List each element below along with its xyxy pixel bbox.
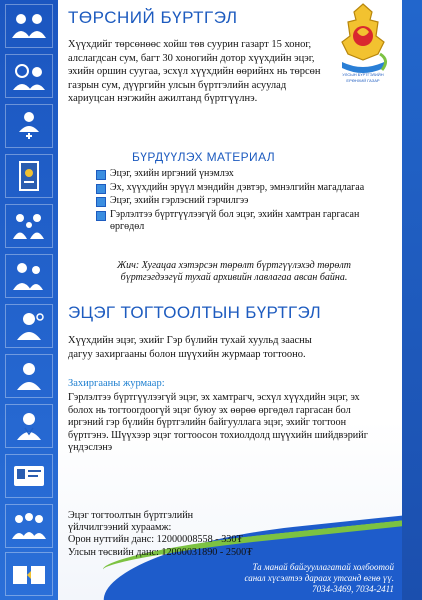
fee-heading-line1: Эцэг тогтоолтын бүртгэлийн	[68, 510, 194, 521]
list-item: Эцэг, эхийн иргэний үнэмлэх	[96, 168, 386, 181]
birth-registration-text: Хүүхдийг төрсөнөөс хойш төв суурин газарт 15 хоног, алслагдсан сум, багт 30 хоногийн дотор хүүхдийн эцэг, эхийн оршин суугаа, эсхүл хүүхдийн өөрийнх нь төрсөн газрын сум, дүүргийн улсын бүртгэлийн асуулад хариуцсан нэгжийн ажилтанд бүртгүүлнэ.	[68, 39, 321, 105]
administrative-procedure-text: Гэрлэлтээ бүртгүүлээгүй эцэг, эх хамтрагч, эсхүл хүүхдийн эцэг, эх болох нь тогтоогдоогүй эцэг буюу эх өөрөө өргөдөл гаргасан бол иргэний гэр бүлийн бүртгэлийн байгууллага эцэг, эхийг тогтоон бүртгэнэ. Шүүхээр эцэг тогтоосон тохиолдолд шүүхийн шийдвэрийг үндэслэнэ	[68, 392, 368, 454]
passport-document-icon	[5, 154, 53, 198]
register-person-icon	[5, 304, 53, 348]
person-icon	[5, 404, 53, 448]
note-text: Жич: Хугацаа хэтэрсэн төрөлт бүртгүүлэхэд төрөлт бүртгэгдээгүй тухай архивийн лавлагаа авсан байна.	[117, 260, 351, 284]
poster-panel	[58, 0, 402, 600]
registry-emblem-icon	[326, 2, 400, 86]
fee-heading-line2: үйлчилгээний хураамж:	[68, 522, 172, 534]
checkbox-bullet-icon	[96, 184, 106, 194]
family-icon	[5, 254, 53, 298]
list-item: Гэрлэлтээ бүртгүүлээгүй бол эцэг, эхийн хамтран гаргасан өргөдөл	[96, 209, 386, 234]
administrative-procedure-heading: Захиргааны журмаар:	[68, 378, 165, 389]
birth-registration-title: ТӨРСНИЙ БҮРТГЭЛ	[68, 8, 238, 27]
relocation-icon	[5, 552, 53, 596]
list-item: Эх, хүүхдийн эрүүл мэндийн дэвтэр, эмнэлгийн магадлагаа	[96, 182, 386, 195]
emblem-caption-line2: ЕРӨНХИЙ ГАЗАР	[346, 78, 380, 83]
materials-list	[96, 168, 386, 235]
fee-local-account: Орон нутгийн данс: 12000008558 - 330₮	[68, 534, 243, 546]
family-icon	[5, 504, 53, 548]
paternity-registration-text: Хүүхдийн эцэг, эхийг Гэр бүлийн тухай хуульд заасны дагуу захиргааны болон шүүхийн журмаар тогтооно.	[68, 335, 312, 360]
footer-line1: Та манай байгууллагатай холбоотой	[252, 562, 394, 572]
left-sidebar	[0, 0, 58, 600]
customer-service-icon	[5, 54, 53, 98]
footer-line2: санал хүсэлтээ дараах утсанд өгнө үү.	[244, 573, 394, 583]
fee-info	[68, 510, 368, 559]
checkbox-bullet-icon	[96, 197, 106, 207]
list-item: Эцэг, эхийн гэрлэсний гэрчилгээ	[96, 195, 386, 208]
person-icon	[5, 354, 53, 398]
right-edge-bar	[402, 0, 422, 600]
paternity-registration-title: ЭЦЭГ ТОГТООЛТЫН БҮРТГЭЛ	[68, 303, 321, 322]
fee-state-account: Улсын төсвийн данс: 12000031890 - 2500₮	[68, 546, 253, 558]
people-meeting-icon	[5, 4, 53, 48]
family-icon	[5, 204, 53, 248]
emblem-caption-line1: УЛСЫН БҮРТГЭЛИЙН	[342, 72, 384, 77]
checkbox-bullet-icon	[96, 170, 106, 180]
add-user-icon	[5, 104, 53, 148]
contact-footer	[198, 562, 394, 595]
footer-phones: 7034-3469, 7034-2411	[312, 584, 394, 594]
id-card-icon	[5, 454, 53, 498]
materials-title: БҮРДҮҮЛЭХ МАТЕРИАЛ	[132, 150, 276, 164]
checkbox-bullet-icon	[96, 211, 106, 221]
